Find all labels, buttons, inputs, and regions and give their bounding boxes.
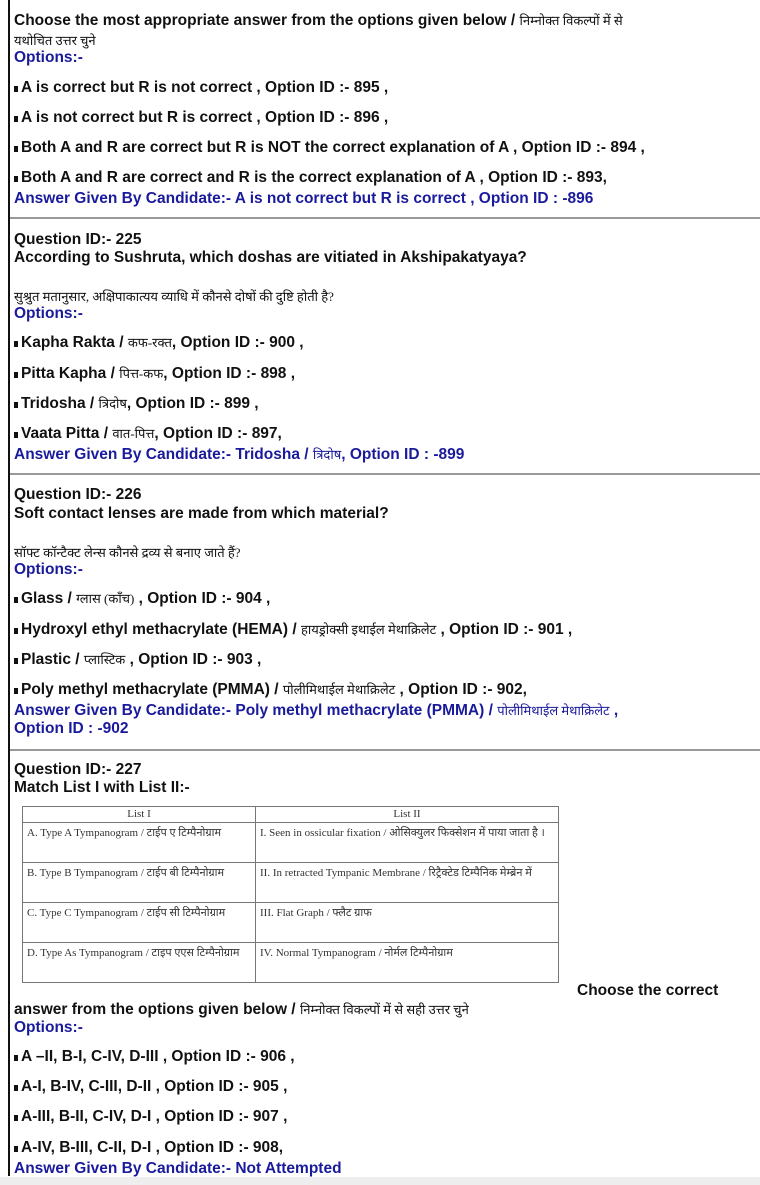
table-row	[23, 823, 559, 863]
bullet-icon	[14, 86, 18, 92]
instruction-en: Choose the most appropriate answer from the options given below /	[14, 12, 516, 29]
instruction-hi: निम्नोक्त विकल्पों में से सही उत्तर चुने	[299, 1002, 469, 1017]
question-instruction	[14, 12, 623, 30]
bullet-icon	[14, 1085, 18, 1091]
answer-en: Answer Given By Candidate:- Poly methyl methacrylate (PMMA) /	[14, 702, 493, 719]
table-header: List II	[256, 807, 559, 823]
option-item	[14, 365, 295, 383]
option-hi: कफ-रक्त	[127, 335, 172, 350]
option-id: , Option ID :- 898 ,	[163, 365, 296, 382]
option-item	[14, 590, 270, 608]
bullet-icon	[14, 432, 18, 438]
option-text: Both A and R are correct and R is the correct explanation of A , Option ID :- 893,	[21, 169, 607, 186]
bottom-strip	[0, 1177, 760, 1185]
option-en: Plastic /	[21, 651, 80, 668]
option-en: Kapha Rakta /	[21, 334, 124, 351]
option-item	[14, 1078, 287, 1096]
candidate-answer: Answer Given By Candidate:- A is not correct but R is correct , Option ID : -896	[14, 190, 594, 207]
instruction-hi-cont: यथोचित उत्तर चुने	[14, 33, 96, 48]
option-id: , Option ID :- 902,	[395, 681, 527, 698]
option-item	[14, 79, 388, 97]
answer-id: , Option ID : -899	[341, 446, 465, 463]
option-text: A is not correct but R is correct , Option ID :- 896 ,	[21, 109, 389, 126]
option-en: Vaata Pitta /	[21, 425, 109, 442]
option-item	[14, 1108, 287, 1126]
candidate-answer-id: Option ID : -902	[14, 720, 129, 737]
option-item	[14, 169, 607, 187]
question-text-hi: सॉफ्ट कॉन्टैक्ट लेन्स कौनसे द्रव्य से बनाए जाते हैं?	[14, 545, 241, 560]
option-id: , Option ID :- 904 ,	[134, 590, 271, 607]
table-row	[23, 863, 559, 903]
option-text: A-IV, B-III, C-II, D-I , Option ID :- 908,	[21, 1139, 284, 1156]
option-item	[14, 139, 645, 157]
divider	[10, 749, 760, 751]
bullet-icon	[14, 372, 18, 378]
table-cell: I. Seen in ossicular fixation / ओसिक्युलर फिक्सेशन में पाया जाता है ।	[256, 823, 559, 863]
table-cell: D. Type As Tympanogram / टाइप एएस टिम्पैनोग्राम	[23, 943, 256, 983]
option-hi: पोलीमिथाईल मेथाक्रिलेट	[282, 682, 396, 697]
option-text: A-III, B-II, C-IV, D-I , Option ID :- 907 ,	[21, 1108, 288, 1125]
option-en: Tridosha /	[21, 395, 95, 412]
bullet-icon	[14, 658, 18, 664]
option-en: Poly methyl methacrylate (PMMA) /	[21, 681, 279, 698]
bullet-icon	[14, 341, 18, 347]
instruction-hi: निम्नोक्त विकल्पों में से	[519, 13, 623, 28]
option-text: A is correct but R is not correct , Option ID :- 895 ,	[21, 79, 389, 96]
option-hi: वात-पित्त	[112, 426, 155, 441]
bullet-icon	[14, 116, 18, 122]
question-text-en: Match List I with List II:-	[14, 779, 190, 796]
option-id: , Option ID :- 903 ,	[125, 651, 262, 668]
table-cell: IV. Normal Tympanogram / नोर्मल टिम्पैनोग्राम	[256, 943, 559, 983]
table-header: List I	[23, 807, 256, 823]
instruction-en-cont: answer from the options given below /	[14, 1001, 296, 1018]
question-text-en: Soft contact lenses are made from which material?	[14, 505, 389, 522]
option-item	[14, 334, 304, 352]
options-label: Options:-	[14, 561, 83, 578]
bullet-icon	[14, 628, 18, 634]
option-en: Hydroxyl ethyl methacrylate (HEMA) /	[21, 621, 297, 638]
option-id: , Option ID :- 897,	[154, 425, 282, 442]
options-label: Options:-	[14, 305, 83, 322]
table-cell: A. Type A Tympanogram / टाईप ए टिम्पैनोग्राम	[23, 823, 256, 863]
option-item	[14, 621, 572, 639]
bullet-icon	[14, 597, 18, 603]
table-cell: B. Type B Tympanogram / टाईप बी टिम्पैनोग्राम	[23, 863, 256, 903]
table-row	[23, 903, 559, 943]
bullet-icon	[14, 1115, 18, 1121]
option-item	[14, 1139, 283, 1157]
option-item	[14, 425, 282, 443]
left-border	[8, 0, 10, 1176]
instruction-en: Choose the correct	[577, 982, 719, 999]
table-cell: III. Flat Graph / फ्लैट ग्राफ	[256, 903, 559, 943]
option-text: Both A and R are correct but R is NOT the correct explanation of A , Option ID :- 894 ,	[21, 139, 645, 156]
option-hi: त्रिदोष	[98, 396, 127, 411]
options-label: Options:-	[14, 49, 83, 66]
answer-comma: ,	[609, 702, 619, 719]
bullet-icon	[14, 176, 18, 182]
option-en: Glass /	[21, 590, 72, 607]
question-id: Question ID:- 226	[14, 486, 142, 503]
option-en: Pitta Kapha /	[21, 365, 115, 382]
instruction-cont	[14, 1001, 469, 1019]
option-item	[14, 1048, 295, 1066]
option-hi: पित्त-कफ	[119, 366, 164, 381]
question-id: Question ID:- 225	[14, 231, 142, 248]
table-row	[23, 943, 559, 983]
question-id: Question ID:- 227	[14, 761, 142, 778]
option-id: , Option ID :- 901 ,	[436, 621, 573, 638]
candidate-answer	[14, 702, 618, 720]
bullet-icon	[14, 1055, 18, 1061]
match-table	[22, 806, 559, 983]
option-hi: हायड्रोक्सी इथाईल मेथाक्रिलेट	[300, 622, 437, 637]
table-cell: II. In retracted Tympanic Membrane / रिट्रैक्टेड टिम्पैनिक मेम्ब्रेन में	[256, 863, 559, 903]
options-label: Options:-	[14, 1019, 83, 1036]
bullet-icon	[14, 1146, 18, 1152]
divider	[10, 217, 760, 219]
candidate-answer	[14, 446, 464, 464]
divider	[10, 473, 760, 475]
bullet-icon	[14, 688, 18, 694]
option-item	[14, 651, 261, 669]
candidate-answer: Answer Given By Candidate:- Not Attempted	[14, 1160, 342, 1177]
option-text: A –II, B-I, C-IV, D-III , Option ID :- 906 ,	[21, 1048, 295, 1065]
option-id: , Option ID :- 900 ,	[171, 334, 304, 351]
bullet-icon	[14, 146, 18, 152]
option-hi: प्लास्टिक	[83, 652, 126, 667]
option-item	[14, 681, 527, 699]
question-text-hi: सुश्रुत मतानुसार, अक्षिपाकात्यय व्याधि में कौनसे दोषों की दुष्टि होती है?	[14, 289, 334, 304]
option-id: , Option ID :- 899 ,	[126, 395, 259, 412]
answer-hi: त्रिदोष	[312, 447, 342, 462]
option-hi: ग्लास (काँच)	[76, 591, 135, 606]
table-cell: C. Type C Tympanogram / टाईप सी टिम्पैनोग्राम	[23, 903, 256, 943]
option-text: A-I, B-IV, C-III, D-II , Option ID :- 905 ,	[21, 1078, 288, 1095]
bullet-icon	[14, 402, 18, 408]
option-item	[14, 109, 388, 127]
option-item	[14, 395, 259, 413]
answer-hi: पोलीमिथाईल मेथाक्रिलेट	[497, 703, 610, 718]
answer-en: Answer Given By Candidate:- Tridosha /	[14, 446, 309, 463]
question-text-en: According to Sushruta, which doshas are vitiated in Akshipakatyaya?	[14, 249, 527, 266]
